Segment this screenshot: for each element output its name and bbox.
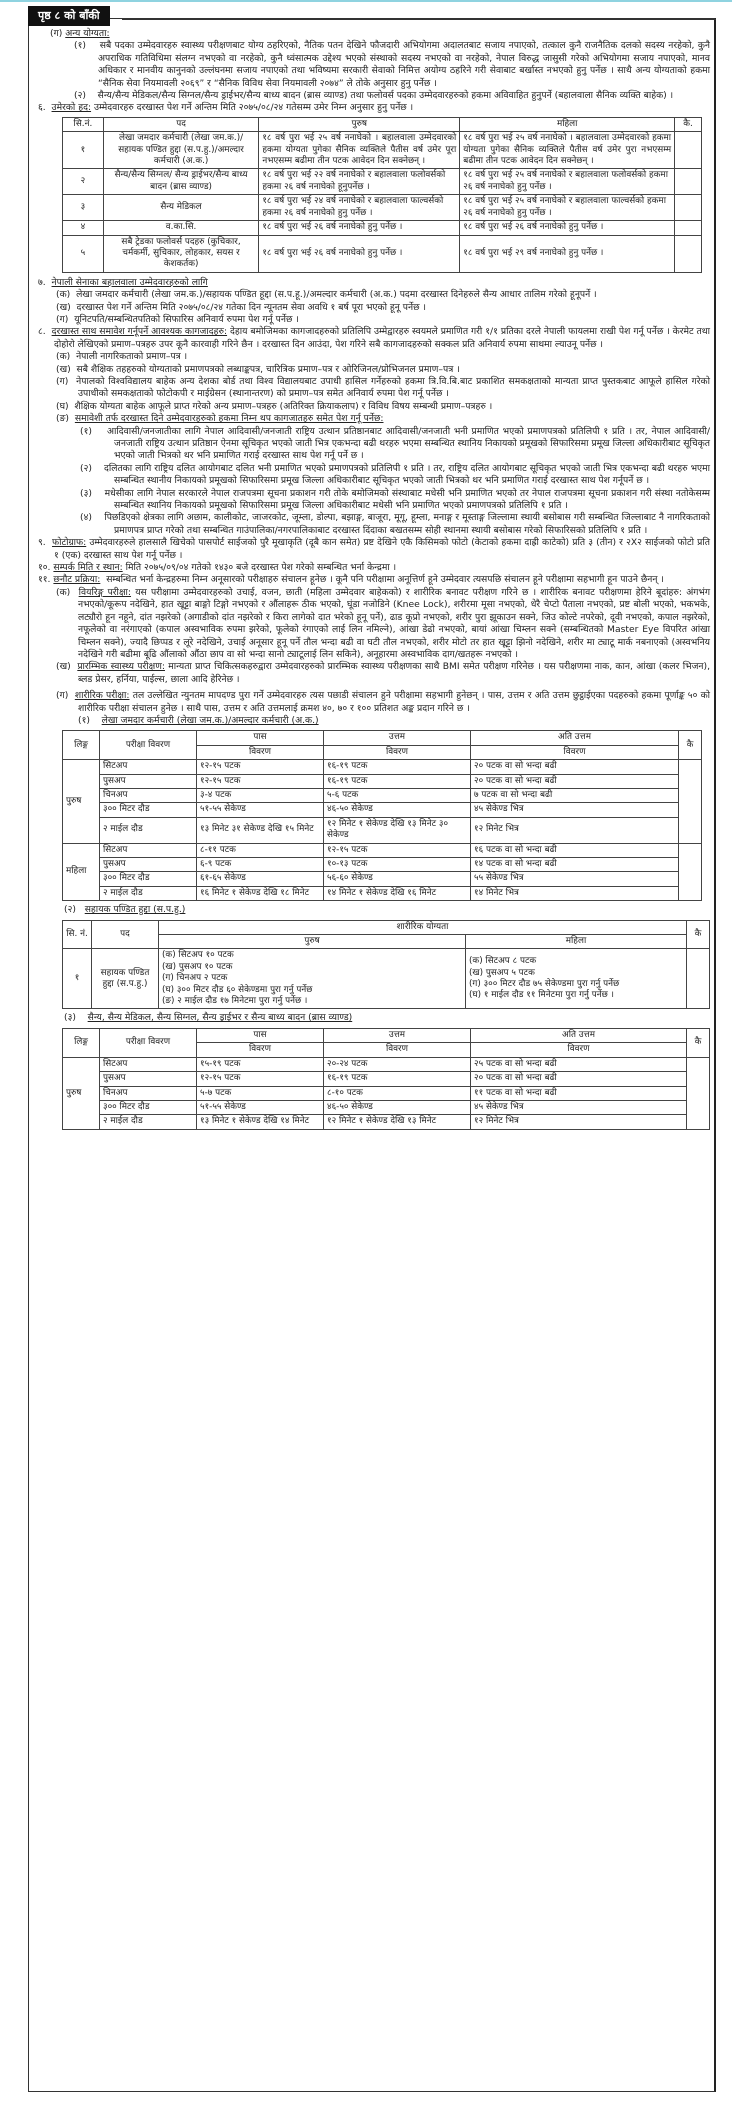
criterion: (ग) चिनअप २ पटक xyxy=(162,973,228,984)
col-header: उत्तम xyxy=(324,731,471,745)
cell-remark xyxy=(675,221,702,235)
list-item xyxy=(34,463,710,488)
item-number: (ख) xyxy=(56,363,71,375)
cell-good: १२ मिनेट १ सेकेण्ड देखि १३ मिनेट xyxy=(324,1115,471,1129)
cell-sn: १ xyxy=(63,132,104,169)
item-text: यूनिटपति/सम्बन्धितपतिको सिफारिस अनिवार्य रुपमा पेश गर्नू पर्नेछ । xyxy=(74,313,299,325)
table-row xyxy=(63,1086,710,1100)
table-row xyxy=(63,195,702,221)
col-header: लिङ्ग xyxy=(63,1028,100,1057)
cell-post: सैन्य मेडिकल xyxy=(103,195,259,221)
col-header: पद xyxy=(92,920,159,949)
cell-good: ५६-६० सेकेण्ड xyxy=(324,872,471,886)
section-ga-heading xyxy=(34,28,710,40)
item-number: (घ) xyxy=(56,400,69,412)
cell-test: पुसअप xyxy=(100,858,197,872)
document-body xyxy=(34,28,710,1130)
cell-test: सिटअप xyxy=(100,843,197,857)
cell-male: १८ वर्ष पुरा भई २२ वर्ष ननाघेको र बहालवाला फलोवर्सको हकमा २६ वर्ष ननाघेको हूनुपर्नेछ । xyxy=(259,169,460,195)
cell-test: चिनअप xyxy=(100,1086,197,1100)
col-header: सि. नं. xyxy=(63,920,92,949)
item-title: शारीरिक परीक्षा: xyxy=(74,690,130,702)
cell-post: सैन्य/सैन्य सिग्नल/ सैन्य ड्राईभर/सैन्य बाध्य बादन (ब्रास व्याण्ड) xyxy=(103,169,259,195)
cell-best: १४ पटक वा सो भन्दा बढी xyxy=(471,858,679,872)
table-row xyxy=(63,788,702,802)
cell-best: २० पटक वा सो भन्दा बढी xyxy=(471,760,679,774)
item-number: (१) xyxy=(74,40,86,52)
col-header: महिला xyxy=(466,935,687,949)
list-item xyxy=(34,661,710,686)
item-text: दलितका लागि राष्ट्रिय दलित आयोगबाट दलित भनी प्रमाणित भएको प्रमाणपत्रको प्रतिलिपी १ प्रति । तर, राष्ट्रिय दलित आयोगबाट सूचिकृत भएको जाती भित्र एकभन्दा बढी थरहरु भएमा सम्बन्धित स्थानीय निकायको प्रमूखको सिफारिसमा प्रमूख जिल्ला अधिकारीबाट सूचिकृत भएको जाती भित्रको थर भनि प्रमाणित गराई दरखास्त साथ पेश गर्नूपर्ने छ । xyxy=(103,462,711,487)
cell-test: २ माईल दौड xyxy=(100,1115,197,1129)
section-6 xyxy=(34,102,710,114)
cell-pass: १३ मिनेट ३१ सेकेण्ड देखि १५ मिनेट xyxy=(197,817,324,843)
cell-good: १६-१९ पटक xyxy=(324,760,471,774)
cell-pass: ५१-५५ सेकेण्ड xyxy=(197,803,324,817)
section-title: नेपाली सेनाका बहालवाला उम्मेदवारहरुको लागि xyxy=(51,276,208,288)
list-item xyxy=(34,40,710,90)
col-header: महिला xyxy=(460,117,675,131)
col-header: कै xyxy=(679,731,702,760)
cell-test: २ माईल दौड xyxy=(100,817,197,843)
item-text: नेपालको विश्वविद्यालय बाहेक अन्य देशका बोर्ड तथा विश्व विद्यालयबाट उपाधी हासिल गर्नेहरुको हकमा त्रि.वि.बि.बाट प्रकाशित समकक्षताको मान्यता प्राप्त पुस्तकबाट आफूले हासिल गरेको उपाधीको समकक्षताको फोटोकपी र माईग्रेसन (स्थानान्तरण) को प्रमाण–पत्र समेत अनिवार्य रुपमा पेश गर्नू पर्नेछ । xyxy=(76,375,710,400)
col-header: पास xyxy=(197,731,324,745)
col-header: कै xyxy=(687,920,710,949)
item-number: (३) xyxy=(80,487,92,499)
table-row xyxy=(63,1100,710,1114)
col-header: पुरुष xyxy=(259,117,460,131)
item-text: लेखा जमदार कर्मचारी (लेखा जम.क.)/सहायक पण्डित हूद्दा (स.प.हू.)/अमल्दार कर्मचारी (अ.क.) पदमा दरखास्त दिनेहरुले सैन्य आधार तालिम गरेको हूनूपर्ने । xyxy=(76,289,597,301)
item-number: (४) xyxy=(80,512,92,524)
cell-test: पुसअप xyxy=(100,774,197,788)
item-text: पिछडिएको क्षेत्रका लागि अछाम, कालीकोट, जाजरकोट, जूम्ला, डोल्पा, बझाङ्ग, बाजूरा, मूगू, हूम्ला, मनाङ्ग र मूस्ताङ्ग जिल्लामा स्थायी बसोबास गरी सम्बन्धित जिल्लाबाट नै नागरिकताको प्रमाणपत्र प्राप्त गरेको तथा सम्बन्धित गाउंपालिका/नगरपालिकाबाट दरखास्त दिंदाका बखतसम्म सोही स्थानमा स्थायी बसोबास गरेको सिफारिसको प्रतिलिपि १ प्रति । xyxy=(104,512,711,536)
cell-good: १६-१९ पटक xyxy=(324,774,471,788)
col-header: पास xyxy=(197,1028,324,1042)
item-number: (ग) xyxy=(56,375,69,387)
cell-pass: १६ मिनेट १ सेकेण्ड देखि १८ मिनेट xyxy=(197,886,324,900)
list-item xyxy=(34,690,710,715)
section-9 xyxy=(34,537,710,562)
item-number: (२) xyxy=(80,462,92,474)
cell-sn: ४ xyxy=(63,221,104,235)
cell-pass: ८-११ पटक xyxy=(197,843,324,857)
table-row xyxy=(63,872,702,886)
continuation-tab: पृष्ठ ८ को बाँकी xyxy=(28,6,110,26)
section-11 xyxy=(34,574,710,586)
col-header: परीक्षा विवरण xyxy=(100,731,197,760)
cell-post: सबै ट्रेडका फलोवर्स पदहरु (कुचिकार, चर्मकर्मी, सुचिकार, लोहकार, सयस र केशकर्तक) xyxy=(103,235,259,272)
cell-remark xyxy=(675,169,702,195)
cell-male: १८ वर्ष पुरा भई २४ वर्ष ननाघेको र बहालवाला फाल्वर्सको हकमा २६ वर्ष ननाघेको हुनु पर्नेछ । xyxy=(259,195,460,221)
col-header: परीक्षा विवरण xyxy=(100,1028,197,1057)
table-row xyxy=(63,817,702,843)
table-row xyxy=(63,803,702,817)
cell-good: ४६-५० सेकेण्ड xyxy=(324,1100,471,1114)
criterion: (ख) पुसअप ५ पटक xyxy=(469,967,535,978)
section-text: उम्मेदवारहरु दरखास्त पेश गर्ने अन्तिम मिति २०७५/०८/२४ गतेसम्म उमेर निम्न अनुसार हुनु पर्नेछ । xyxy=(93,102,414,114)
item-number: (३) xyxy=(64,1012,76,1024)
list-item xyxy=(34,364,710,376)
item-title: प्रारम्भिक स्वास्थ्य परीक्षण: xyxy=(77,661,165,673)
section-7 xyxy=(34,277,710,289)
col-subheader: विवरण xyxy=(324,745,471,759)
col-subheader: विवरण xyxy=(471,745,679,759)
section-text: उम्मेदवारहरुले हालसालै खिचेको पासपोर्ट साईजको पुरै मूखाकृति (दूबै कान समेत) प्रष्ट देखिने एकै किसिमको फोटो (केटाको हकमा दाह्री काटेको) प्रति ३ (तीन) र २X२ साईजको फोटो प्रति १ (एक) दरखास्त साथ पेश गर्नू पर्नेछ । xyxy=(54,537,711,561)
cell-pass: १२-१५ पटक xyxy=(197,774,324,788)
cell-pass: ५-७ पटक xyxy=(197,1086,324,1100)
cell-test: ३०० मिटर दौड xyxy=(100,872,197,886)
col-header: अति उत्तम xyxy=(471,731,679,745)
criterion: (घ) ३०० मिटर दौड ६० सेकेण्डमा पुरा गर्नु पर्नेछ xyxy=(162,984,313,995)
cell-male: १८ वर्ष पुरा भई २६ वर्ष ननाघेको हुनु पर्नेछ । xyxy=(259,221,460,235)
cell-good: ४६-५० सेकेण्ड xyxy=(324,803,471,817)
physical-test-table-3 xyxy=(62,1028,710,1130)
list-item xyxy=(34,488,710,513)
col-header: सि.नं. xyxy=(63,117,104,131)
col-header: पुरुष xyxy=(159,935,466,949)
cell-best: २० पटक वा सो भन्दा बढी xyxy=(471,1072,687,1086)
col-header: पद xyxy=(103,117,259,131)
item-number: (१) xyxy=(78,714,90,726)
cell-remark xyxy=(675,235,702,272)
cell-female: १८ वर्ष पुरा भई २६ वर्ष ननाघेको हुनु पर्नेछ । xyxy=(460,221,675,235)
physical-test-table-1 xyxy=(62,730,702,901)
section-text: मिति २०७५/०९/०४ गतेको १४३० बजे दरखास्त पेश गरेको सम्बन्धित भर्ना केन्द्रमा । xyxy=(125,562,397,574)
section-text: देहाय बमोजिमका कागजादहरुको प्रतिलिपि उम्मेद्वारहरु स्वयमले प्रमाणित गरी १/१ प्रतिका दरले नेपाली फायलमा राखी पेश गर्नू पर्नेछ । केरमेट तथा दोहोरो लेखिएको प्रमाण–पत्रहरु उपर कूनै कारवाही गरिने छैन । दरखास्त दिन आउंदा, पेश गरिने सबै कागजादहरुको सक्कल प्रति अनिवार्य रुपमा साथमा ल्याउनू पर्नेछ । xyxy=(54,326,711,350)
physical-test-table-2 xyxy=(62,920,710,1010)
table-row xyxy=(63,774,702,788)
list-item xyxy=(34,426,710,463)
cell-pass: ६-९ पटक xyxy=(197,858,324,872)
col-header: कै. xyxy=(675,117,702,131)
list-item xyxy=(34,401,710,413)
header-rule xyxy=(122,19,716,20)
cell-best: ११ पटक वा सो भन्दा बढी xyxy=(471,1086,687,1100)
cell-best: ५५ सेकेण्ड भित्र xyxy=(471,872,679,886)
cell-best: १२ मिनेट भित्र xyxy=(471,817,679,843)
cell-good: १२-१५ पटक xyxy=(324,843,471,857)
cell-good: १२ मिनेट १ सेकेण्ड देखि १३ मिनेट ३० सेकेण्ड xyxy=(324,817,471,843)
list-item xyxy=(34,90,710,102)
cell-best: २५ पटक वा सो भन्दा बढी xyxy=(471,1057,687,1071)
section-number: ८. xyxy=(38,326,46,338)
criterion: (ख) पुसअप १० पटक xyxy=(162,961,233,972)
item-number: (२) xyxy=(74,90,86,102)
criterion: (ङ) २ माईल दौड १७ मिनेटमा पुरा गर्नु पर्नेछ । xyxy=(162,996,308,1007)
subtable-title xyxy=(34,904,710,916)
cell-pass: १५-१९ पटक xyxy=(197,1057,324,1071)
cell-good: १४ मिनेट १ सेकेण्ड देखि १६ मिनेट xyxy=(324,886,471,900)
cell-best: १४ मिनेट भित्र xyxy=(471,886,679,900)
cell-female xyxy=(466,949,687,1009)
item-number: (क) xyxy=(56,351,71,363)
criterion: (क) सिटअप १० पटक xyxy=(162,950,234,961)
table-row xyxy=(63,886,702,900)
cell-sn: १ xyxy=(63,949,92,1009)
subtable-title xyxy=(34,1012,710,1024)
criterion: (ग) ३०० मिटर दौड ७५ सेकेण्डमा पुरा गर्नु पर्नेछ xyxy=(469,978,620,989)
cell-test: ३०० मिटर दौड xyxy=(100,803,197,817)
cell-good: २०-२४ पटक xyxy=(324,1057,471,1071)
item-title: सैन्य, सैन्य मेडिकल, सैन्य सिग्नल, सैन्य ड्राईभर र सैन्य बाध्य बादन (ब्रास व्याण्ड) xyxy=(87,1012,353,1024)
cell-male: १८ वर्ष पुरा भई २५ वर्ष ननाघेको । बहालवाला उम्मेदवारको हकमा योग्यता पुगेका सैनिक व्यक्तिले पैतीस वर्ष उमेर पूरा नभएसम्म बढीमा तीन पटक आवेदन दिन सक्नेछन् । xyxy=(259,132,460,169)
cell-test: चिनअप xyxy=(100,788,197,802)
item-number: (ख) xyxy=(56,661,71,673)
col-header: उत्तम xyxy=(324,1028,471,1042)
item-text: नेपाली नागरिकताको प्रमाण–पत्र । xyxy=(76,351,188,363)
item-number: (ख) xyxy=(56,301,71,313)
cell-test: ३०० मिटर दौड xyxy=(100,1100,197,1114)
section-title: छनौट प्रक्रिया: xyxy=(53,574,101,586)
criterion: (क) सिटअप ८ पटक xyxy=(469,956,537,967)
item-text: मधेसीका लागि नेपाल सरकारले नेपाल राजपत्रमा सूचना प्रकाशन गरी तोके बमोजिमको संस्थाबाट मधेसी भनि प्रमाणित भएको तर नेपाल राजपत्रमा सूचना प्रकाशन गरी संस्था नतोकेसम्म सम्बन्धित स्थानिय निकायको प्रमूखको सिफारिसमा प्रमूख जिल्ला अधिकारीबाट मधेसी भनि प्रमाणित भएको प्रमाणपत्रको प्रतिलिपि १ प्रति । xyxy=(104,487,710,512)
cell-best: २० पटक वा सो भन्दा बढी xyxy=(471,774,679,788)
item-text: सबै पदका उम्मेदवारहरु स्वास्थ्य परीक्षणबाट योग्य ठहरिएको, नैतिक पतन देखिने फौजदारी अभियोगमा अदालतबाट सजाय नपाएको, तत्काल कुनै राजनैतिक दलको सदस्य नरहेको, कुनै अपराधिक गतिविधिमा संलग्न नभएको वा नरहेको, कुनै ध्वंसात्मक उद्देश्य भएको संस्थाको सदस्य नभएको वा नरहेको, नेपाल विरुद्ध जासुसी गरेको अभियोगमा सजाय नपाएको, मानव अधिकार र मानवीय कानुनको उल्लंघनमा सजाय नपाएको तथा भविष्यमा सरकारी सेवाको निमित्त अयोग्य ठहरिने गरी सेवाबाट बर्खास्त नभएको हुनु पर्नेछ । साथै अन्य योग्यताको हकमा “सैनिक सेवा नियमावली २०६९” र “सैनिक विविध सेवा नियमावली २०७४” ले तोके अनुसार हुनु पर्नेछ । xyxy=(98,40,710,89)
list-item xyxy=(34,587,710,661)
cell-female: १८ वर्ष पुरा भई २५ वर्ष ननाघेको र बहालवाला फलोवर्सको हकमा २६ वर्ष ननाघेको हुनु पर्नेछ । xyxy=(460,169,675,195)
section-number: १०. xyxy=(38,562,51,574)
item-text: यस परीक्षामा उम्मेदवारहरुको उचाई, वजन, छाती (महिला उम्मेदवार बाहेकको) र शारीरिक बनावट परीक्षण गरिने छ । शारीरिक बनावट परीक्षणमा हेरिने बूदांहरु: अंगभंग नभएको/कूरूप नदेखिने, हात खूट्टा बाङ्गो टिङ्गो नभएको र औंलाहरू ठीक भएको, घूंडा नजोडिने (Knee Lock), शरीरमा मूसा नभएको, धेरै चेप्टो पैताला नभएको, प्रष्ट बोली भएको, भकभके, लट्यौरो हून नहूने, दांत नझरेको (अगाडीको दांत नझरेको र किरा लागेको दात भरेको हूनू पर्ने), ढाड कूप्रो नभएको, शरीर पुरा झूकाउन सक्ने, जिउ कोल्टे नपरेको, दूवी नभएको, कपाल नझरेको, नफूलेको वा नरंगाएको (कपाल अस्वभाविक रुपमा झरेको, फूलेको रंगाएको लाई लिन नमिल्ने), आंखा डेढो नभएको, बायां आंखा चिम्लन सक्ने (सम्बन्धितको Master Eye विपरित आंखा चिम्लन सक्ने), ज्यादै छिप्पड र लूरे नदेखिने, उचाई अनूसार हूनू पर्ने तौल भन्दा बढी वा घटी तौल नभएको, शरीर मोटो तर हात खूट्टा झिनो नदेखिने, शरीर मा ट्याटू मार्क नबनाएको (अस्वभनिय नदेखिने गरी बढीमा बूढि औंलाको औंठा छाप वा सो भन्दा सानो ट्याटूलाई लिन सकिने), अनूहारमा अस्वभाविक दाग/खतहरू नभएको । xyxy=(78,586,711,660)
table-row xyxy=(63,235,702,272)
cell-sn: ३ xyxy=(63,195,104,221)
cell-best: १६ पटक वा सो भन्दा बढी xyxy=(471,843,679,857)
cell-sn: २ xyxy=(63,169,104,195)
item-title: लेखा जमदार कर्मचारी (लेखा जम.क.)/अमल्दार कर्मचारी (अ.क.) xyxy=(101,714,319,726)
cell-best: ४५ सेकेण्ड भित्र xyxy=(471,1100,687,1114)
section-title: दरखास्त साथ समावेश गर्नूपर्ने आवश्यक कागजादहरु: xyxy=(51,326,228,338)
col-subheader: विवरण xyxy=(324,1043,471,1057)
cell-female: १८ वर्ष पुरा भई २५ वर्ष ननाघेको र बहालवाला फाल्वर्सको हकमा २६ वर्ष ननाघेको हुनु पर्नेछ । xyxy=(460,195,675,221)
col-subheader: विवरण xyxy=(197,745,324,759)
item-text: आदिवासी/जनजातीका लागि नेपाल आदिवासी/जनजाती राष्ट्रिय उत्थान प्रतिष्ठानबाट आदिवासी/जनजाती भनी प्रमाणित भएको प्रमाणपत्रको प्रतिलिपी १ प्रति । तर, नेपाल आदिवासी/जनजाती राष्ट्रिय उत्थान प्रतिष्ठान ऐनमा सूचिकृत भएको जाती भित्र एकभन्दा बढी थरहरु भएमा सम्बन्धित स्थानिय निकायको प्रमूखको सिफारिसमा प्रमूख जिल्ला अधिकारीबाट सूचिकृत भएको जाती भित्रको थर भनि प्रमाणित गराई दरखास्त साथ पेश गर्नू पर्ने छ । xyxy=(107,425,710,462)
cell-gender: महिला xyxy=(63,843,100,901)
col-subheader: विवरण xyxy=(471,1043,687,1057)
cell-good: १०-१३ पटक xyxy=(324,858,471,872)
cell-pass: १३ मिनेट १ सेकेण्ड देखि १४ मिनेट xyxy=(197,1115,324,1129)
section-title: अन्य योग्यता: xyxy=(65,28,110,39)
cell-remark xyxy=(679,760,702,843)
cell-male: १८ वर्ष पुरा भई २६ वर्ष ननाघेको हुनु पर्नेछ । xyxy=(259,235,460,272)
list-item xyxy=(34,376,710,401)
section-text: सम्बन्धित भर्ना केन्द्रहरुमा निम्न अनूसारको परीक्षाहरु संचालन हूनेछ । कूनै पनि परीक्षामा अनूत्तिर्ण हूने उम्मेदवार त्यसपछि संचालन हूने परीक्षामा सहभागी हून पाउने छैनन् । xyxy=(106,574,664,586)
item-number: (ग) xyxy=(56,690,69,702)
cell-remark xyxy=(675,132,702,169)
list-item xyxy=(34,351,710,363)
cell-good: १६-१९ पटक xyxy=(324,1072,471,1086)
table-row xyxy=(63,1115,710,1129)
item-title: वियरिङ्ग परीक्षा: xyxy=(78,586,132,598)
cell-gender: पुरुष xyxy=(63,760,100,843)
table-row xyxy=(63,169,702,195)
table-row xyxy=(63,843,702,857)
cell-best: ४५ सेकेण्ड भित्र xyxy=(471,803,679,817)
table-row xyxy=(63,858,702,872)
list-item xyxy=(34,512,710,537)
item-number: (ङ) xyxy=(56,413,70,425)
table-row xyxy=(63,760,702,774)
item-text: दरखास्त पेश गर्ने अन्तिम मिति २०७५/०८/२४ गतेका दिन न्यूनतम सेवा अवधि १ बर्ष पूरा भएको हूनू पर्नेछ । xyxy=(76,301,426,313)
list-item xyxy=(34,413,710,425)
age-limit-table xyxy=(62,117,702,273)
cell-remark xyxy=(687,949,710,1009)
cell-post: व.का.सि. xyxy=(103,221,259,235)
cell-test: पुसअप xyxy=(100,1072,197,1086)
section-title: उमेरको हद: xyxy=(51,102,92,114)
cell-gender: पुरुष xyxy=(63,1057,100,1129)
item-number: (क) xyxy=(56,289,71,301)
table-row xyxy=(63,1057,710,1071)
list-item xyxy=(34,314,710,326)
item-number: (१) xyxy=(80,425,92,437)
section-number: ७. xyxy=(38,276,46,288)
section-number: ११. xyxy=(38,574,51,586)
cell-sn: ५ xyxy=(63,235,104,272)
item-text: सबै शैक्षिक तहहरुको योग्यताको प्रमाणपत्रको लब्धाङ्कपत्र, चारित्रिक प्रमाण–पत्र र ओरिजिनल/प्रोभिजनल प्रमाण–पत्र । xyxy=(76,363,460,375)
top-accent-line xyxy=(0,0,732,2)
cell-test: २ माईल दौड xyxy=(100,886,197,900)
col-header: कै xyxy=(687,1028,710,1057)
item-number: (ग) xyxy=(56,313,69,325)
list-item xyxy=(34,289,710,301)
cell-good: ५-६ पटक xyxy=(324,788,471,802)
table-row xyxy=(63,221,702,235)
cell-remark xyxy=(687,1057,710,1129)
cell-remark xyxy=(679,843,702,901)
table-row xyxy=(63,949,710,1009)
cell-female: १८ वर्ष पुरा भई २९ वर्ष ननाघेको हुनु पर्नेछ । xyxy=(460,235,675,272)
col-header: अति उत्तम xyxy=(471,1028,687,1042)
section-label: (ग) xyxy=(50,28,63,39)
section-title: फोटोग्राफ: xyxy=(52,537,87,549)
item-number: (२) xyxy=(64,904,76,916)
col-header: लिङ्ग xyxy=(63,731,100,760)
cell-best: ७ पटक वा सो भन्दा बढी xyxy=(471,788,679,802)
cell-female: १८ वर्ष पुरा भई २५ वर्ष ननाघेको । बहालवाला उम्मेदवारको हकमा योग्यता पुगेका सैनिक व्यक्तिले पैतीस वर्ष उमेर पुरा नभएसम्म बढीमा तीन पटक आवेदन दिन सक्नेछन् । xyxy=(460,132,675,169)
section-10 xyxy=(34,562,710,574)
table-row xyxy=(63,1072,710,1086)
cell-test: सिटअप xyxy=(100,760,197,774)
col-subheader: विवरण xyxy=(197,1043,324,1057)
cell-pass: १२-१५ पटक xyxy=(197,1072,324,1086)
cell-pass: १२-१५ पटक xyxy=(197,760,324,774)
cell-pass: ३-४ पटक xyxy=(197,788,324,802)
table-row xyxy=(63,132,702,169)
subtable-title xyxy=(34,715,710,727)
item-text: सैन्य/सैन्य मेडिकल/सैन्य सिग्नल/सैन्य ड्राईभर/सैन्य बाध्य बादन (ब्रास व्याण्ड) तथा फलोवर्स पदका उम्मेदवारहरुको हकमा अविवाहित हुनुपर्ने (बहालवाला सैनिक व्यक्ति बाहेक) । xyxy=(97,90,674,102)
section-number: ६. xyxy=(38,102,46,114)
cell-good: ८-१० पटक xyxy=(324,1086,471,1100)
cell-male xyxy=(159,949,466,1009)
list-item xyxy=(34,302,710,314)
section-number: ९. xyxy=(38,537,46,549)
item-text: तल उल्लेखित न्युनतम मापदण्ड पुरा गर्ने उम्मेदवारहरु त्यस पछाडी संचालन हुने परीक्षामा सहभागी हुनेछन् । पास, उत्तम र अति उत्तम छुट्ठाईएका पदहरुको हकमा पूर्णाङ्क ५० को शारीरिक परीक्षा संचालन हुनेछ । साथै पास, उत्तम र अति उत्तमलाई क्रमश ४०, ७० र १०० प्रतिशत अङ्क प्रदान गरिने छ । xyxy=(78,690,711,714)
section-8 xyxy=(34,326,710,351)
item-text: शैक्षिक योग्यता बाहेक आफूले प्राप्त गरेको अन्य प्रमाण–पत्रहरु (अतिरिक्त क्रियाकलाप) र विविध विषय सम्बन्धी प्रमाण–पत्रहरु । xyxy=(74,400,493,412)
criterion: (घ) १ माईल दौड ११ मिनेटमा पुरा गर्नु पर्नेछ । xyxy=(469,990,614,1001)
cell-test: सिटअप xyxy=(100,1057,197,1071)
cell-post: लेखा जमदार कर्मचारी (लेखा जम.क.)/सहायक पण्डित हुद्दा (स.प.हु.)/अमल्दार कर्मचारी (अ.क.) xyxy=(103,132,259,169)
item-number: (क) xyxy=(56,586,71,598)
cell-post: सहायक पण्डित हुद्दा (स.प.हु.) xyxy=(92,949,159,1009)
cell-pass: ६१-६५ सेकेण्ड xyxy=(197,872,324,886)
section-title: सम्पर्क मिति र स्थान: xyxy=(53,562,123,574)
cell-best: १२ मिनेट भित्र xyxy=(471,1115,687,1129)
item-title: सहायक पण्डित हुद्दा (स.प.हु.) xyxy=(84,904,186,916)
col-header: शारीरिक योग्यता xyxy=(159,920,687,934)
item-title: समावेशी तर्फ दरखास्त दिने उम्मेदवारहरुको हकमा निम्न थप कागजातहरु समेत पेश गर्नू पर्नेछ: xyxy=(74,413,384,425)
cell-pass: ५१-५५ सेकेण्ड xyxy=(197,1100,324,1114)
cell-remark xyxy=(675,195,702,221)
item-text: मान्यता प्राप्त चिकित्सकहरुद्वारा उम्मेदवारहरुको प्रारम्भिक स्वास्थ्य परीक्षणका साथै BMI समेत परीक्षण गरिनेछ । यस परीक्षणमा नाक, कान, आंखा (कलर भिजन), ब्लड प्रेसर, हर्निया, पाईल्स, छाला आदि हेरिनेछ । xyxy=(78,661,710,685)
